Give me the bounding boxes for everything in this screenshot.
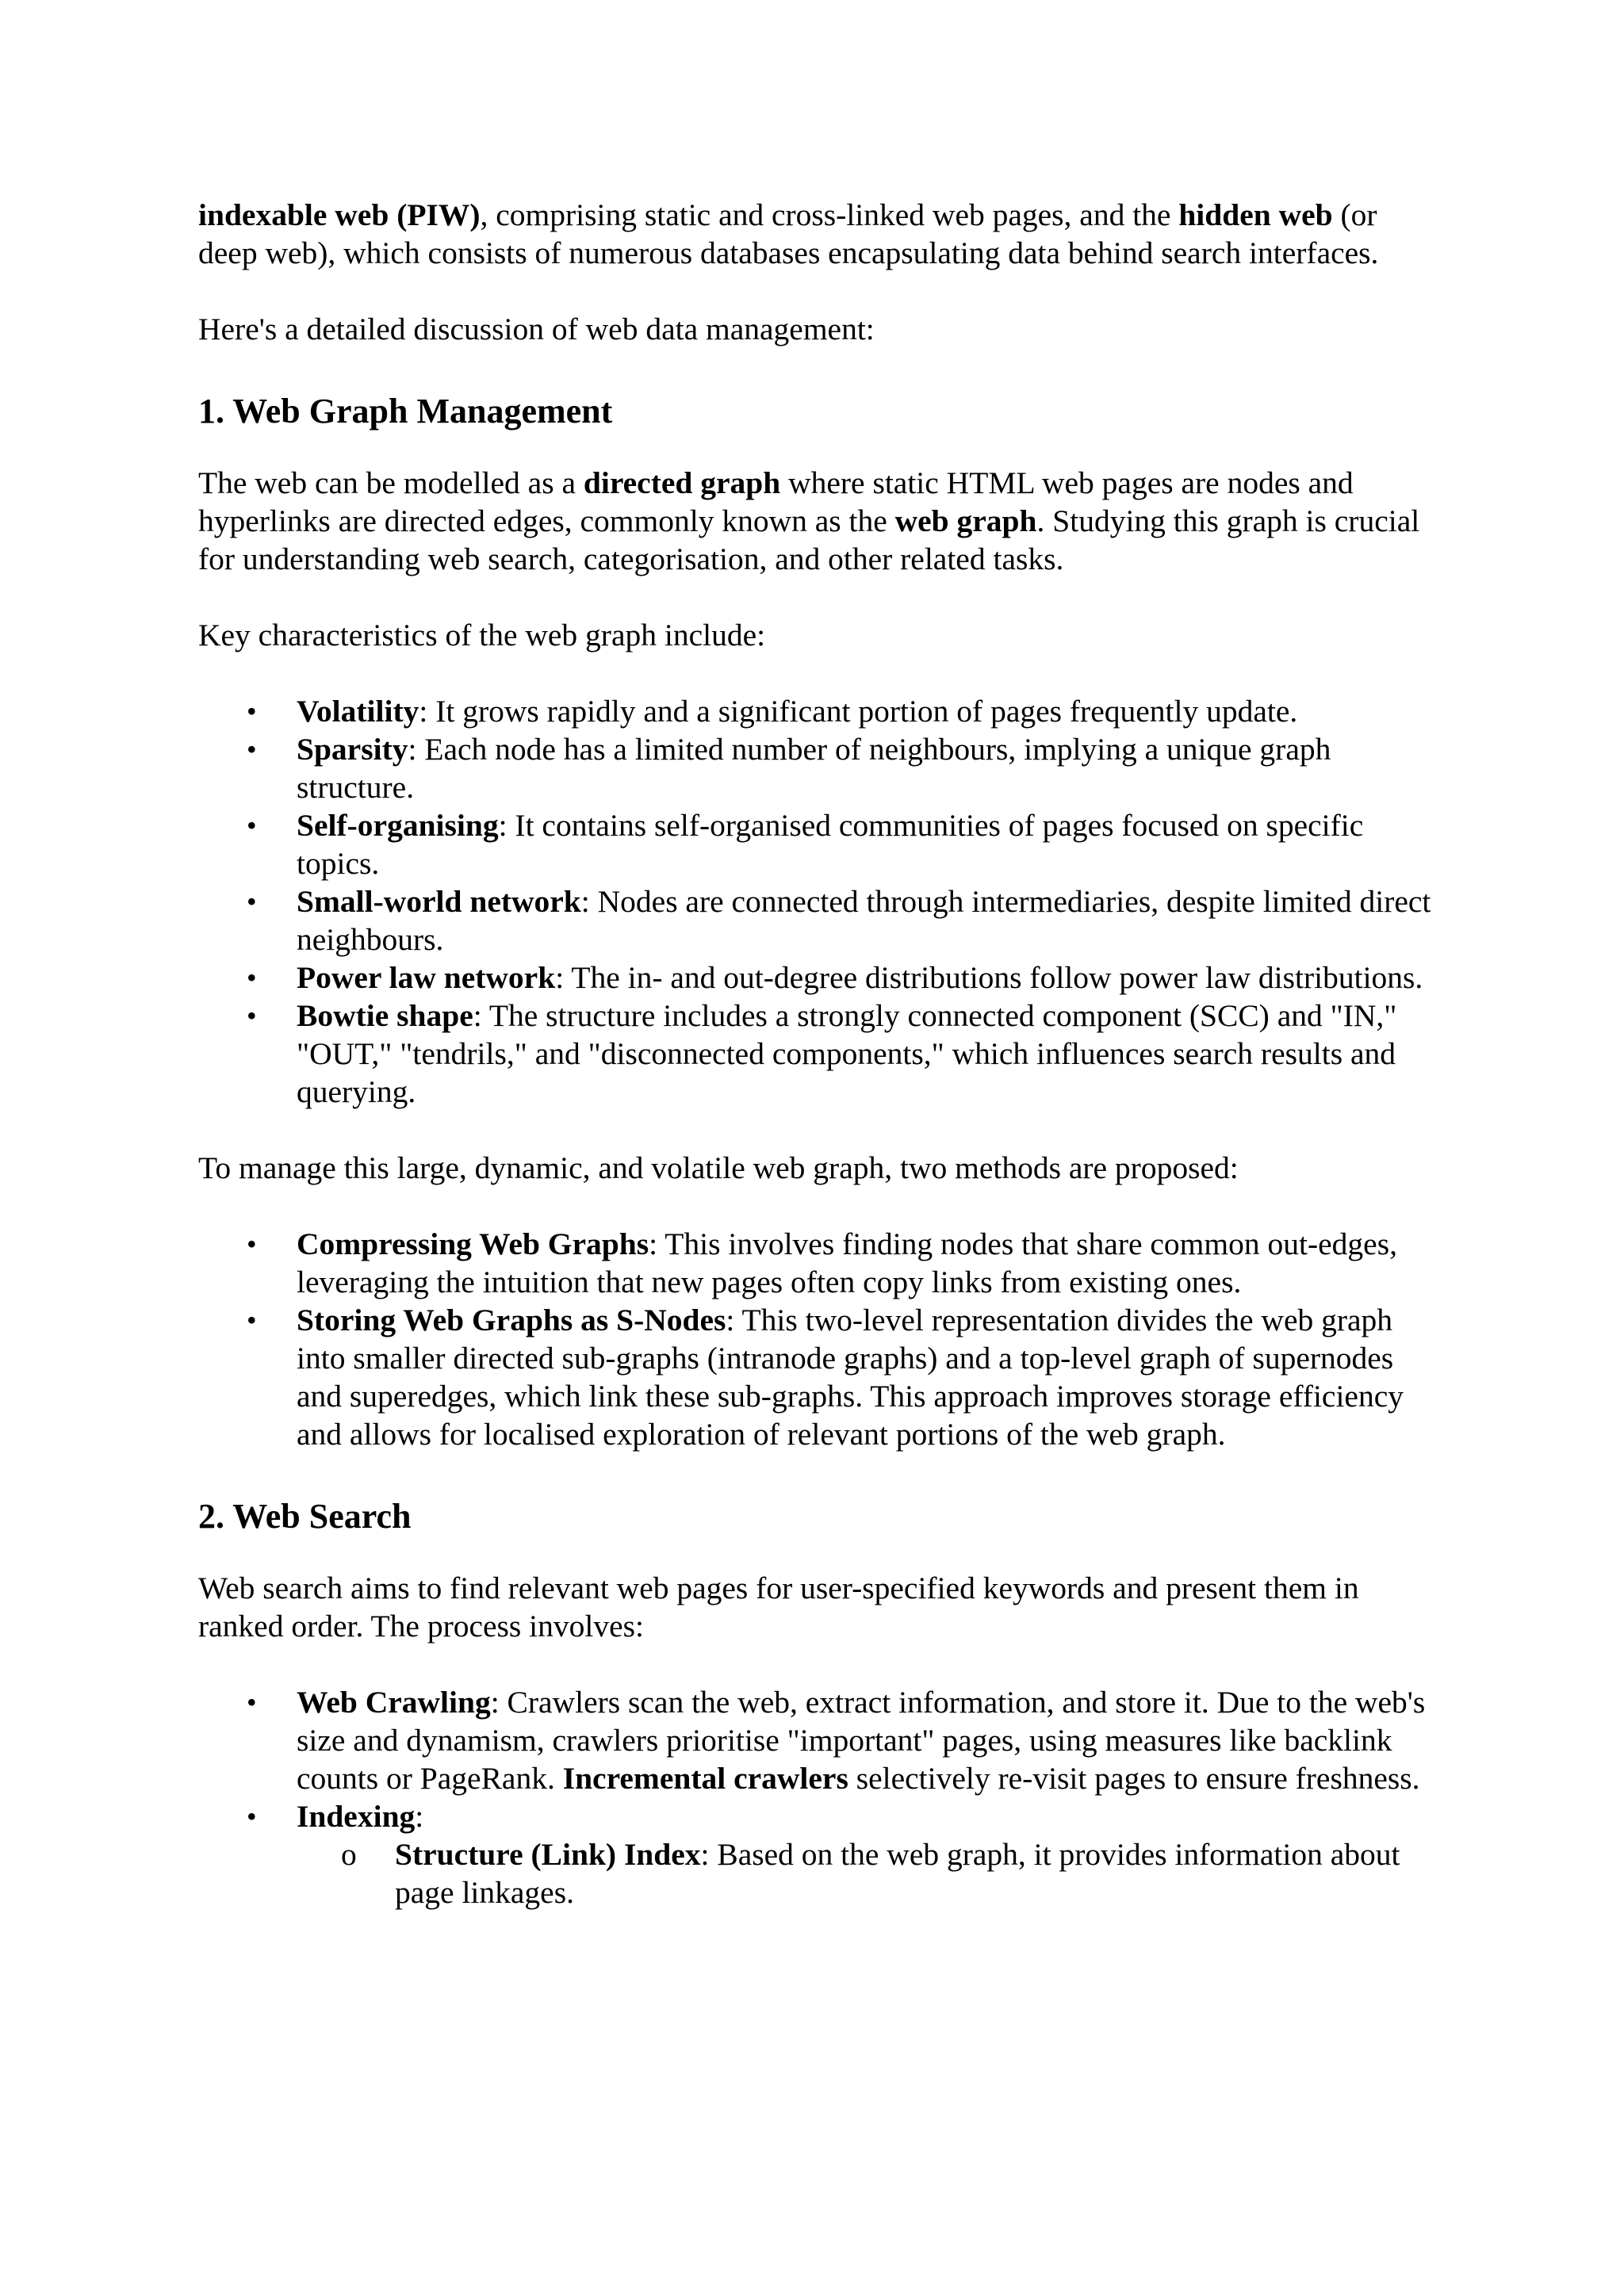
term-piw: indexable web (PIW)	[198, 197, 481, 232]
section-heading-web-graph: 1. Web Graph Management	[198, 392, 613, 430]
sub-list-item: o Structure (Link) Index: Based on the web graph, it provides information about page linkages.	[297, 1835, 1435, 1911]
intro-paragraph: indexable web (PIW), comprising static and cross-linked web pages, and the hidden web (or deep web), which consists of numerous databases encapsulating data behind search interfaces.	[198, 197, 1379, 270]
list-item: • Storing Web Graphs as S-Nodes: This two-level representation divides the web graph into smaller directed sub-graphs (intranode graphs) and a top-level graph of supernodes and superedges, which link these sub-graphs. This approach improves storage efficiency and allows for localised exploration of relevant portions of the web graph.	[198, 1301, 1435, 1453]
list-item: • Power law network: The in- and out-degree distributions follow power law distributions.	[198, 959, 1435, 997]
web-graph-paragraph: The web can be modelled as a directed graph where static HTML web pages are nodes and hyperlinks are directed edges, commonly known as the web graph. Studying this graph is crucial for understanding web search, categorisation, and other related tasks.	[198, 465, 1420, 576]
list-item: • Web Crawling: Crawlers scan the web, extract information, and store it. Due to the web's size and dynamism, crawlers prioritise "important" pages, using measures like backlink counts or PageRank. Incremental crawlers selectively re-visit pages to ensure freshness.	[198, 1683, 1435, 1797]
list-item: • Indexing: o Structure (Link) Index: Based on the web graph, it provides information about page linkages.	[198, 1797, 1435, 1911]
characteristics-list	[198, 692, 1435, 1111]
page-content	[198, 196, 1435, 1911]
term-directed-graph: directed graph	[583, 465, 781, 500]
term-hidden-web: hidden web	[1178, 197, 1333, 232]
methods-intro: To manage this large, dynamic, and volatile web graph, two methods are proposed:	[198, 1150, 1239, 1185]
list-item: • Volatility: It grows rapidly and a significant portion of pages frequently update.	[198, 692, 1435, 730]
list-item: • Compressing Web Graphs: This involves finding nodes that share common out-edges, leveraging the intuition that new pages often copy links from existing ones.	[198, 1225, 1435, 1301]
list-item: • Small-world network: Nodes are connected through intermediaries, despite limited direct neighbours.	[198, 882, 1435, 959]
web-search-list	[198, 1683, 1435, 1911]
web-search-intro: Web search aims to find relevant web pages for user-specified keywords and present them in ranked order. The process involves:	[198, 1571, 1359, 1644]
term-web-graph: web graph	[894, 503, 1037, 538]
list-item: • Bowtie shape: The structure includes a strongly connected component (SCC) and "IN," "OUT," "tendrils," and "disconnected components," which influences search results and querying.	[198, 997, 1435, 1111]
methods-list	[198, 1225, 1435, 1453]
lead-paragraph: Here's a detailed discussion of web data management:	[198, 312, 875, 346]
list-item: • Sparsity: Each node has a limited number of neighbours, implying a unique graph structure.	[198, 730, 1435, 806]
section-heading-web-search: 2. Web Search	[198, 1497, 412, 1536]
indexing-sublist	[297, 1835, 1435, 1911]
key-characteristics-intro: Key characteristics of the web graph include:	[198, 618, 766, 652]
list-item: • Self-organising: It contains self-organised communities of pages focused on specific topics.	[198, 806, 1435, 882]
